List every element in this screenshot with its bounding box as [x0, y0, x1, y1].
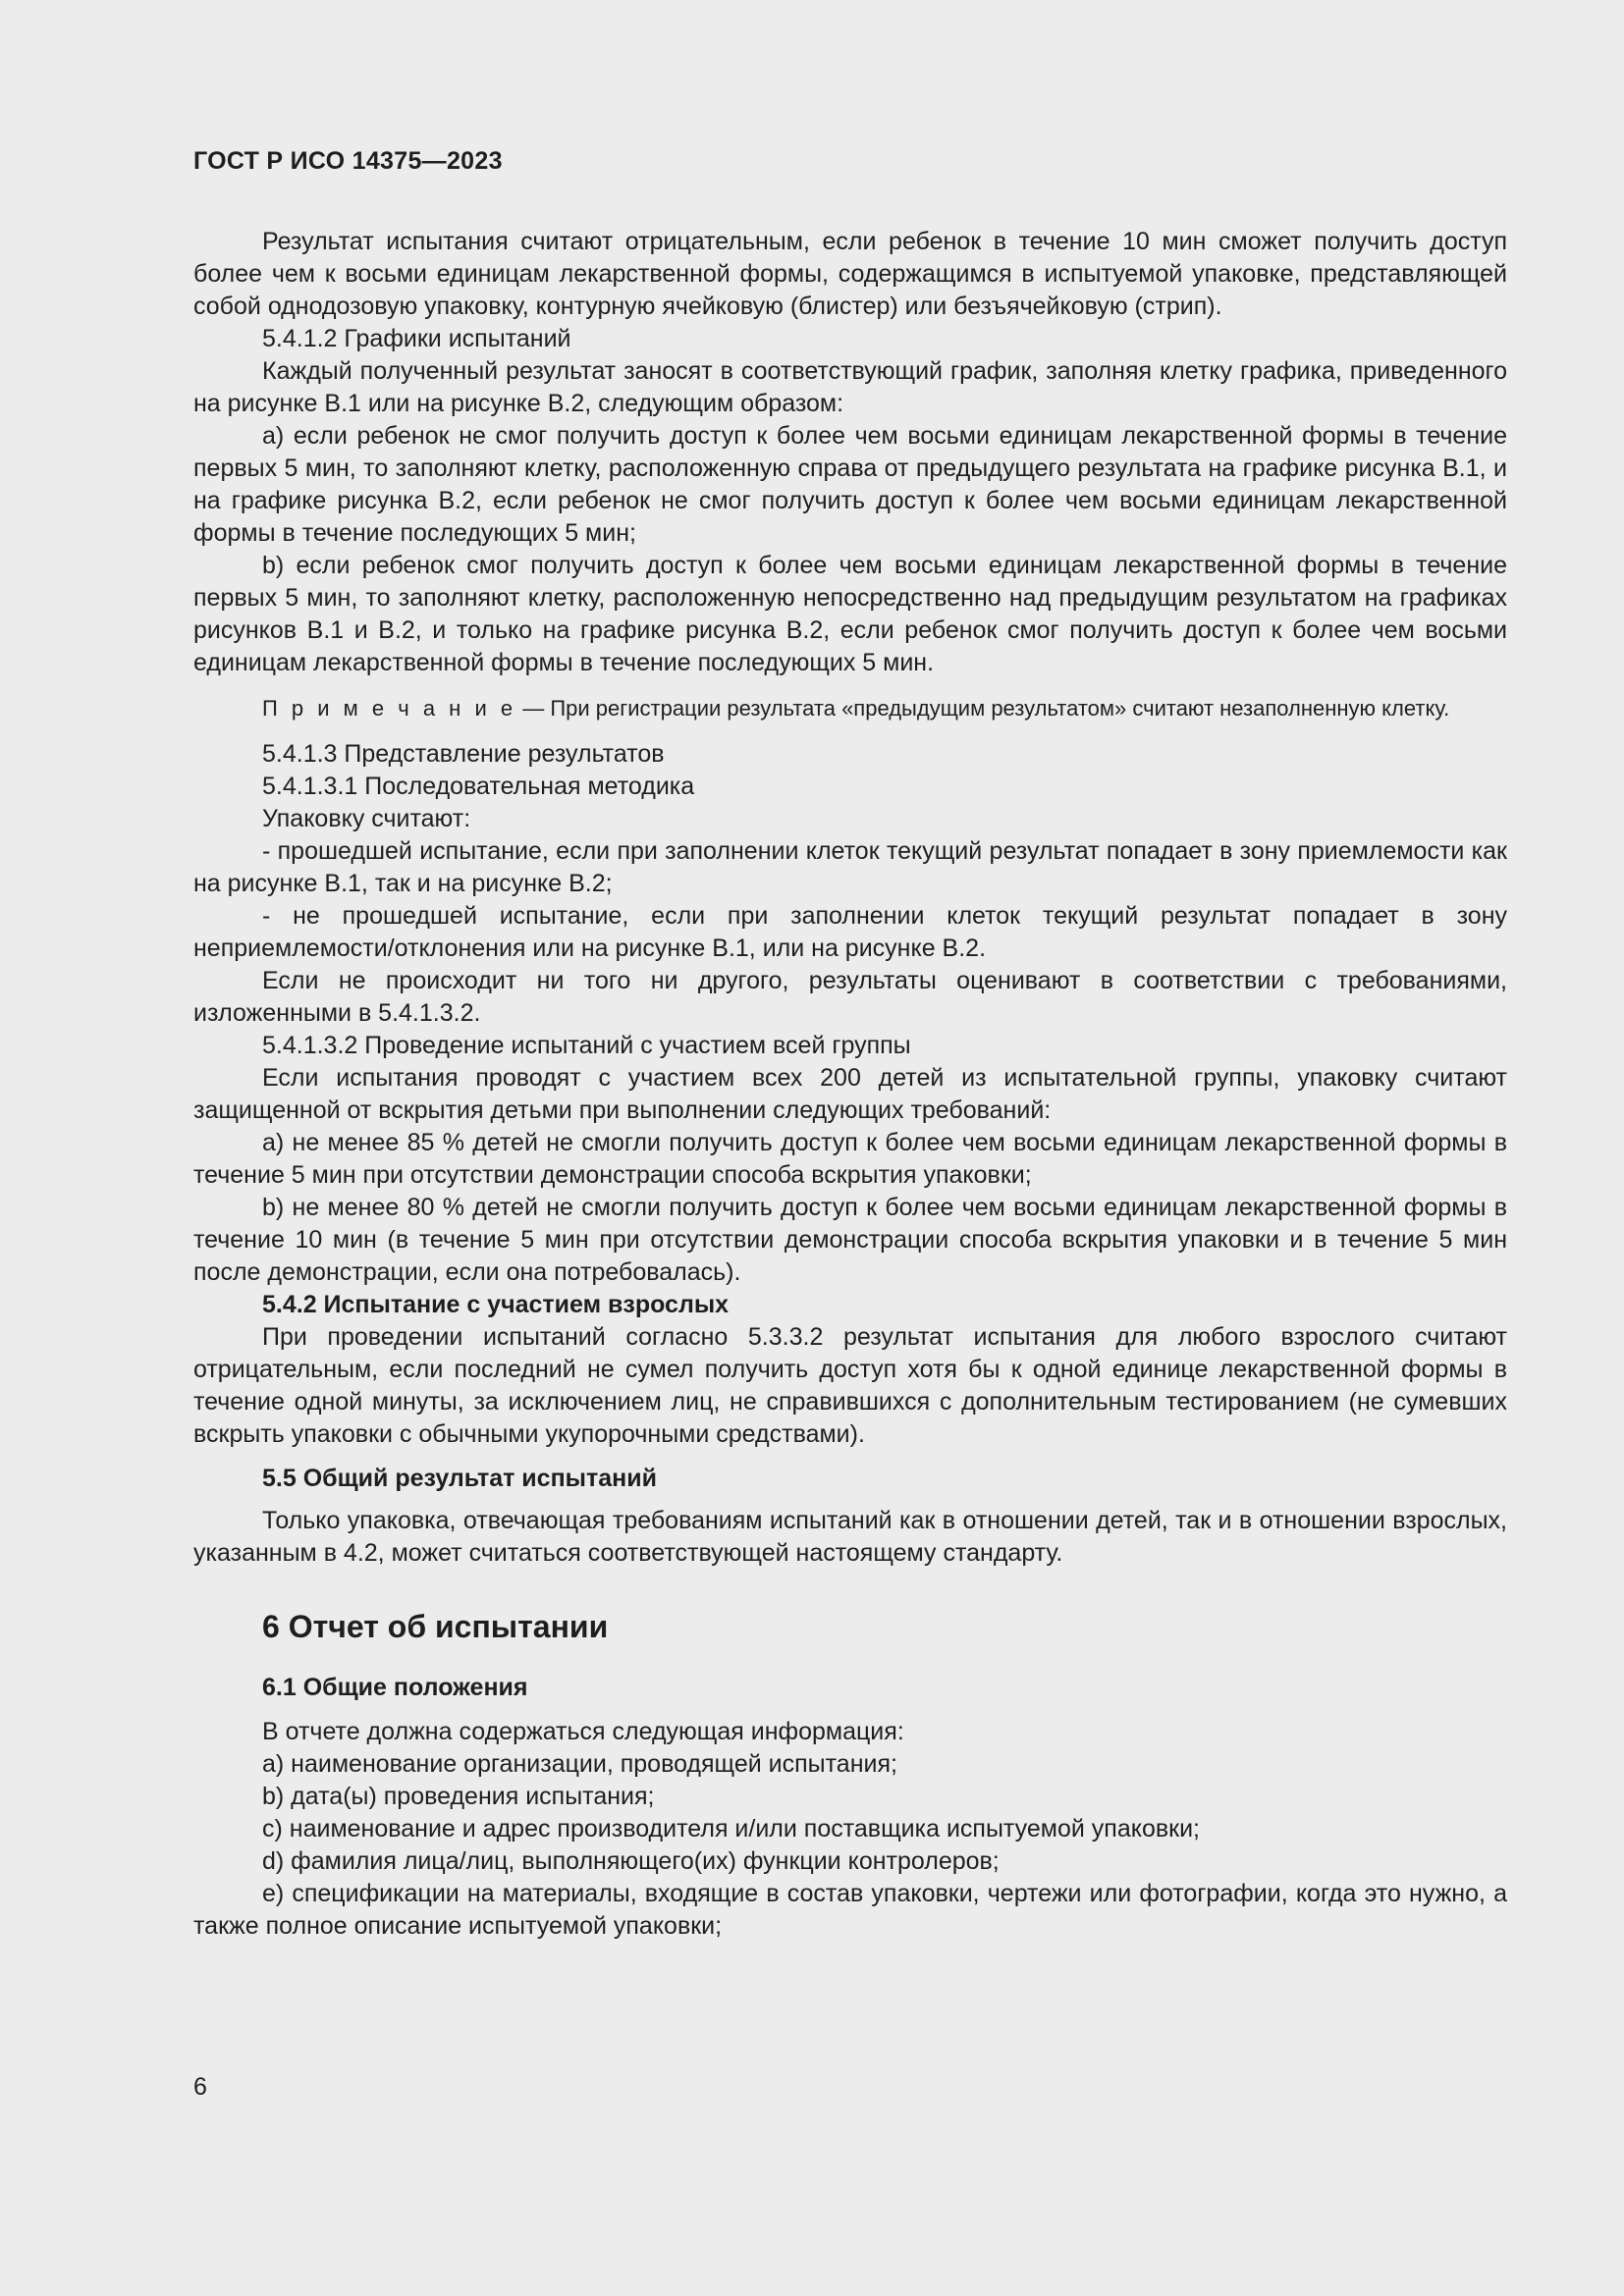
list-item: b) дата(ы) проведения испытания;: [262, 1783, 655, 1810]
subsection-heading: 5.4.1.3.2 Проведение испытаний с участием всей группы: [262, 1032, 911, 1059]
paragraph: Если не происходит ни того ни другого, результаты оценивают в соответствии с требованиями, изложенными в 5.4.1.3.2.: [193, 967, 1507, 1027]
list-item: - не прошедшей испытание, если при заполнении клеток текущий результат попадает в зону неприемлемости/отклонения или на рисунке B.1, или на рисунке B.2.: [193, 902, 1507, 962]
list-item: - прошедшей испытание, если при заполнении клеток текущий результат попадает в зону приемлемости как на рисунке B.1, так и на рисунке B.2;: [193, 837, 1507, 897]
note-text: — При регистрации результата «предыдущим результатом» считают незаполненную клетку.: [516, 696, 1450, 721]
paragraph: Если испытания проводят с участием всех 200 детей из испытательной группы, упаковку считают защищенной от вскрытия детьми при выполнении следующих требований:: [193, 1064, 1507, 1124]
list-item: a) если ребенок не смог получить доступ к более чем восьми единицам лекарственной формы в течение первых 5 мин, то заполняют клетку, расположенную справа от предыдущего результата на графике рисунка B.1, и на графике рисунка B.2, если ребенок не смог получить доступ к более чем восьми единицам лекарственной формы в течение последующих 5 мин;: [193, 422, 1507, 547]
document-header: ГОСТ Р ИСО 14375—2023: [193, 147, 503, 175]
paragraph: Результат испытания считают отрицательным, если ребенок в течение 10 мин сможет получить доступ более чем к восьми единицам лекарственной формы, содержащимся в испытуемой упаковке, представляющей собой однодозовую упаковку, контурную ячейковую (блистер) или безъячейковую (стрип).: [193, 228, 1507, 320]
note: [193, 694, 1507, 723]
paragraph: При проведении испытаний согласно 5.3.3.2 результат испытания для любого взрослого считают отрицательным, если последний не сумел получить доступ хотя бы к одной единице лекарственной формы в течение одной минуты, за исключением лиц, не справившихся с дополнительным тестированием (не сумевших вскрыть упаковки с обычными укупорочными средствами).: [193, 1323, 1507, 1448]
paragraph: Только упаковка, отвечающая требованиям испытаний как в отношении детей, так и в отношении взрослых, указанным в 4.2, может считаться соответствующей настоящему стандарту.: [193, 1507, 1507, 1567]
subsection-heading: 5.4.1.3 Представление результатов: [262, 740, 665, 768]
list-item: a) наименование организации, проводящей испытания;: [262, 1750, 897, 1778]
list-item: e) спецификации на материалы, входящие в состав упаковки, чертежи или фотографии, когда это нужно, а также полное описание испытуемой упаковки;: [193, 1880, 1507, 1940]
subsection-heading: 5.4.1.3.1 Последовательная методика: [262, 773, 695, 800]
subsection-heading: 5.4.1.2 Графики испытаний: [262, 325, 571, 352]
list-item: a) не менее 85 % детей не смогли получить доступ к более чем восьми единицам лекарственной формы в течение 5 мин при отсутствии демонстрации способа вскрытия упаковки;: [193, 1129, 1507, 1189]
paragraph: Упаковку считают:: [262, 805, 471, 832]
chapter-heading: 6 Отчет об испытании: [262, 1609, 609, 1644]
paragraph: Каждый полученный результат заносят в соответствующий график, заполняя клетку графика, приведенного на рисунке B.1 или на рисунке B.2, следующим образом:: [193, 357, 1507, 417]
list-item: c) наименование и адрес производителя и/или поставщика испытуемой упаковки;: [262, 1815, 1200, 1842]
page-number: 6: [193, 2073, 207, 2101]
subsection-heading: 5.4.2 Испытание с участием взрослых: [262, 1291, 730, 1318]
list-item: b) не менее 80 % детей не смогли получить доступ к более чем восьми единицам лекарственной формы в течение 10 мин (в течение 5 мин при отсутствии демонстрации способа вскрытия упаковки и в течение 5 мин после демонстрации, если она потребовалась).: [193, 1194, 1507, 1286]
list-item: b) если ребенок смог получить доступ к более чем восьми единицам лекарственной формы в течение первых 5 мин, то заполняют клетку, расположенную непосредственно над предыдущим результатом на графиках рисунков B.1 и B.2, и только на графике рисунка B.2, если ребенок смог получить доступ к более чем восьми единицам лекарственной формы в течение последующих 5 мин.: [193, 552, 1507, 676]
document-body: [193, 226, 1507, 1943]
note-label: П р и м е ч а н и е: [262, 696, 517, 721]
section-heading: 6.1 Общие положения: [262, 1674, 528, 1701]
paragraph: В отчете должна содержаться следующая информация:: [262, 1718, 904, 1745]
section-heading: 5.5 Общий результат испытаний: [262, 1465, 658, 1492]
list-item: d) фамилия лица/лиц, выполняющего(их) функции контролеров;: [262, 1847, 1000, 1875]
